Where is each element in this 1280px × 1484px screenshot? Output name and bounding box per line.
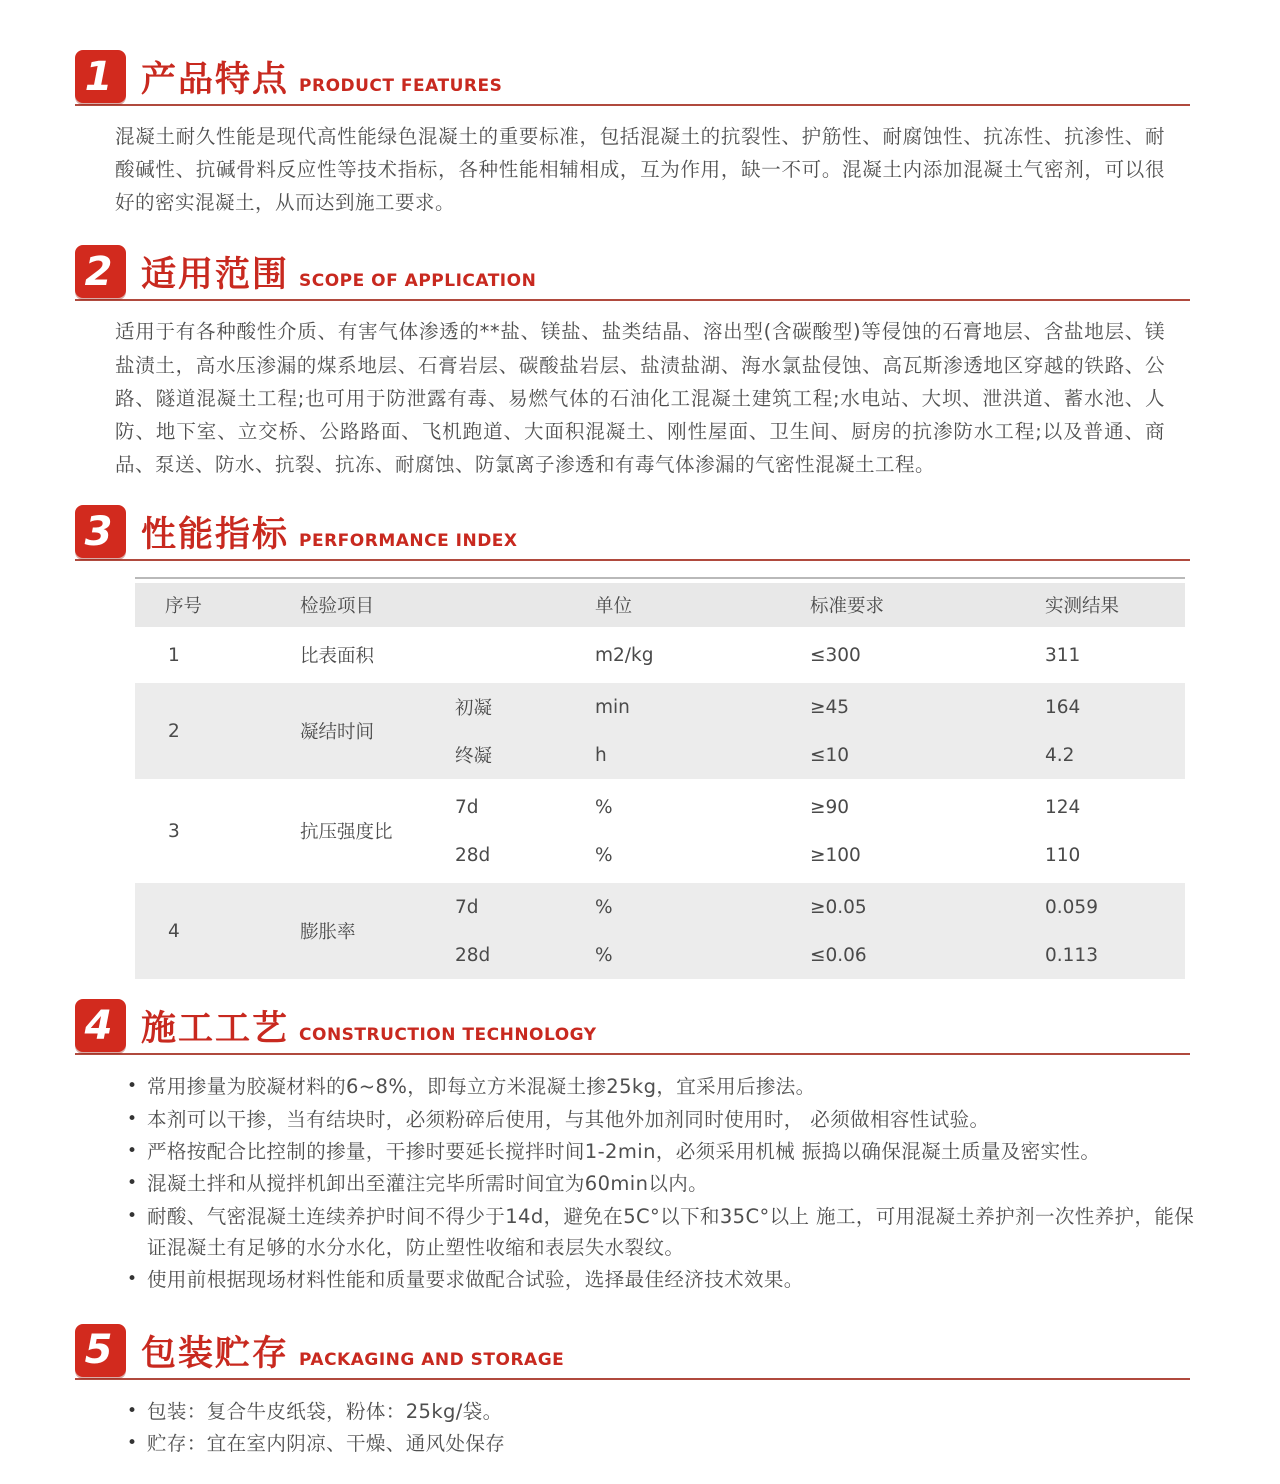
cell-unit: m2/kg — [595, 644, 654, 666]
cell-unit: h — [595, 744, 607, 766]
construction-bullet-list — [127, 1071, 1197, 1296]
cell-item: 比表面积 — [300, 646, 375, 668]
section-number: 1 — [84, 53, 113, 100]
section-3-header — [75, 505, 1190, 561]
cell-sub-rows — [455, 783, 1185, 879]
bullet-text: 耐酸、气密混凝土连续养护时间不得少于14d，避免在5C°以下和35C°以上 施工，可用混凝土养护剂一次性养护，能保证混凝土有足够的水分水化，防止塑性收缩和表层失水裂纹。 — [147, 1204, 1195, 1260]
cell-req: ≤10 — [810, 744, 850, 766]
section-title-en: PACKAGING AND STORAGE — [299, 1349, 565, 1370]
product-features-paragraph: 混凝土耐久性能是现代高性能绿色混凝土的重要标准，包括混凝土的抗裂性、护筋性、耐腐蚀性、抗冻性、抗渗性、耐酸碱性、抗碱骨料反应性等技术指标，各种性能相辅相成，互为作用，缺一不可。混凝土内添加混凝土气密剂，可以很好的密实混凝土，从而达到施工要求。 — [115, 125, 1165, 215]
section-title-zh: 适用范围 — [141, 255, 290, 296]
table-row-group — [135, 683, 1185, 779]
cell-sub-rows — [455, 883, 1185, 979]
cell-unit: % — [595, 796, 613, 818]
table-sub-row — [455, 883, 1185, 931]
section-underline — [75, 1053, 1190, 1055]
section-4-number-badge — [75, 999, 126, 1052]
table-header-row — [135, 583, 1185, 627]
section-title-en: PRODUCT FEATURES — [299, 76, 503, 96]
table-sub-row — [455, 831, 1185, 879]
cell-unit: min — [595, 696, 630, 718]
bullet-item — [127, 1264, 1197, 1295]
bullet-text: 混凝土拌和从搅拌机卸出至灌注完毕所需时间宜为60min以内。 — [147, 1172, 709, 1196]
section-title-zh: 包装贮存 — [141, 1333, 290, 1374]
cell-result: 110 — [1045, 844, 1081, 866]
table-sub-row — [455, 631, 1185, 679]
cell-result: 4.2 — [1045, 744, 1075, 766]
section-number: 2 — [84, 248, 113, 295]
cell-sub: 初凝 — [455, 698, 493, 720]
col-header-unit: 单位 — [595, 596, 633, 618]
section-underline — [75, 1378, 1190, 1380]
bullet-text: 本剂可以干掺，当有结块时，必须粉碎后使用，与其他外加剂同时使用时， 必须做相容性试验。 — [147, 1107, 990, 1131]
table-sub-row — [455, 683, 1185, 731]
bullet-item — [127, 1396, 1197, 1427]
cell-result: 0.113 — [1045, 944, 1098, 966]
packaging-bullet-list — [127, 1396, 1197, 1460]
performance-table — [135, 577, 1185, 979]
bullet-item — [127, 1168, 1197, 1199]
col-header-item: 检验项目 — [300, 596, 375, 618]
cell-unit: % — [595, 944, 613, 966]
cell-item: 凝结时间 — [300, 722, 375, 744]
col-header-no: 序号 — [165, 596, 203, 618]
section-packaging-and-storage — [75, 1324, 1190, 1460]
bullet-item — [127, 1071, 1197, 1102]
table-sub-row — [455, 731, 1185, 779]
bullet-dot-icon: • — [127, 1400, 138, 1421]
section-5-header — [75, 1324, 1190, 1380]
bullet-dot-icon: • — [127, 1269, 138, 1290]
cell-no: 2 — [168, 720, 180, 742]
section-number: 3 — [84, 508, 113, 555]
section-title-zh: 施工工艺 — [141, 1009, 290, 1050]
bullet-text: 包装：复合牛皮纸袋，粉体：25kg/袋。 — [147, 1399, 503, 1423]
cell-req: ≤300 — [810, 644, 861, 666]
section-1-number-badge — [75, 50, 126, 103]
section-performance-index — [75, 505, 1190, 979]
bullet-text: 常用掺量为胶凝材料的6~8%，即每立方米混凝土掺25kg，宜采用后掺法。 — [147, 1075, 816, 1099]
cell-unit: % — [595, 844, 613, 866]
cell-unit: % — [595, 896, 613, 918]
bullet-dot-icon: • — [127, 1076, 138, 1097]
section-5-number-badge — [75, 1324, 126, 1377]
section-1-header — [75, 50, 1190, 106]
bullet-text: 使用前根据现场材料性能和质量要求做配合试验，选择最佳经济技术效果。 — [147, 1268, 804, 1292]
section-underline — [75, 559, 1190, 561]
cell-sub-rows — [455, 683, 1185, 779]
section-underline — [75, 104, 1190, 106]
section-title-zh: 性能指标 — [141, 515, 290, 556]
cell-req: ≤0.06 — [810, 944, 867, 966]
section-title-en: CONSTRUCTION TECHNOLOGY — [299, 1025, 597, 1046]
bullet-text: 严格按配合比控制的掺量，干掺时要延长搅拌时间1-2min，必须采用机械 振捣以确保混凝土质量及密实性。 — [147, 1140, 1101, 1163]
section-product-features — [75, 50, 1190, 219]
section-number: 4 — [84, 1002, 113, 1049]
cell-sub: 7d — [455, 796, 479, 818]
table-body — [135, 631, 1185, 979]
cell-sub: 终凝 — [455, 746, 493, 768]
cell-no: 1 — [168, 644, 180, 666]
section-5-titles — [141, 1326, 564, 1376]
cell-req: ≥0.05 — [810, 896, 867, 918]
bullet-item — [127, 1201, 1197, 1263]
cell-req: ≥100 — [810, 844, 861, 866]
bullet-item — [127, 1428, 1197, 1459]
section-construction-technology — [75, 999, 1195, 1296]
section-4-titles — [141, 1001, 597, 1051]
bullet-item — [127, 1136, 1197, 1167]
section-title-zh: 产品特点 — [141, 60, 290, 100]
cell-result: 124 — [1045, 796, 1081, 818]
bullet-dot-icon: • — [127, 1141, 138, 1161]
section-4-header — [75, 999, 1190, 1055]
cell-sub: 7d — [455, 896, 479, 918]
cell-req: ≥90 — [810, 796, 850, 818]
scope-paragraph: 适用于有各种酸性介质、有害气体渗透的**盐、镁盐、盐类结晶、溶出型(含碳酸型)等侵蚀的石膏地层、含盐地层、镁盐渍土，高水压渗漏的煤系地层、石膏岩层、碳酸盐岩层、盐渍盐湖、海水氯盐侵蚀、高瓦斯渗透地区穿越的铁路、公路、隧道混凝土工程;也可用于防泄露有毒、易燃气体的石油化工混凝土建筑工程;水电站、大坝、泄洪道、蓄水池、人防、地下室、立交桥、公路路面、飞机跑道、大面积混凝土、刚性屋面、卫生间、厨房的抗渗防水工程;以及普通、商品、泵送、防水、抗裂、抗冻、耐腐蚀、防氯离子渗透和有毒气体渗漏的气密性混凝土工程。 — [115, 320, 1165, 476]
cell-req: ≥45 — [810, 696, 850, 718]
bullet-dot-icon: • — [127, 1173, 138, 1194]
section-3-titles — [141, 507, 518, 557]
section-scope-of-application — [75, 245, 1190, 481]
cell-result: 0.059 — [1045, 896, 1098, 918]
bullet-dot-icon: • — [127, 1205, 138, 1226]
bullet-item — [127, 1104, 1197, 1135]
section-title-en: PERFORMANCE INDEX — [299, 531, 518, 552]
cell-result: 311 — [1045, 644, 1081, 666]
cell-no: 3 — [168, 820, 180, 842]
table-sub-row — [455, 931, 1185, 979]
section-underline — [75, 299, 1190, 301]
section-3-number-badge — [75, 505, 126, 558]
table-row-group — [135, 631, 1185, 679]
cell-item: 抗压强度比 — [300, 822, 393, 844]
section-1-titles — [141, 52, 502, 102]
bullet-text: 贮存：宜在室内阴凉、干燥、通风处保存 — [147, 1432, 506, 1456]
table-row-group — [135, 783, 1185, 879]
table-row-group — [135, 883, 1185, 979]
section-2-number-badge — [75, 245, 126, 298]
cell-sub: 28d — [455, 844, 491, 866]
table-sub-row — [455, 783, 1185, 831]
cell-item: 膨胀率 — [300, 922, 356, 944]
col-header-result: 实测结果 — [1045, 596, 1120, 618]
section-number: 5 — [84, 1327, 113, 1374]
section-2-header — [75, 245, 1190, 301]
section-title-en: SCOPE OF APPLICATION — [299, 271, 537, 292]
cell-sub: 28d — [455, 944, 491, 966]
cell-no: 4 — [168, 920, 180, 942]
section-2-titles — [141, 247, 536, 297]
bullet-dot-icon: • — [127, 1433, 138, 1454]
bullet-dot-icon: • — [127, 1108, 138, 1129]
cell-sub-rows — [455, 631, 1185, 679]
cell-result: 164 — [1045, 696, 1081, 718]
col-header-req: 标准要求 — [810, 596, 885, 618]
